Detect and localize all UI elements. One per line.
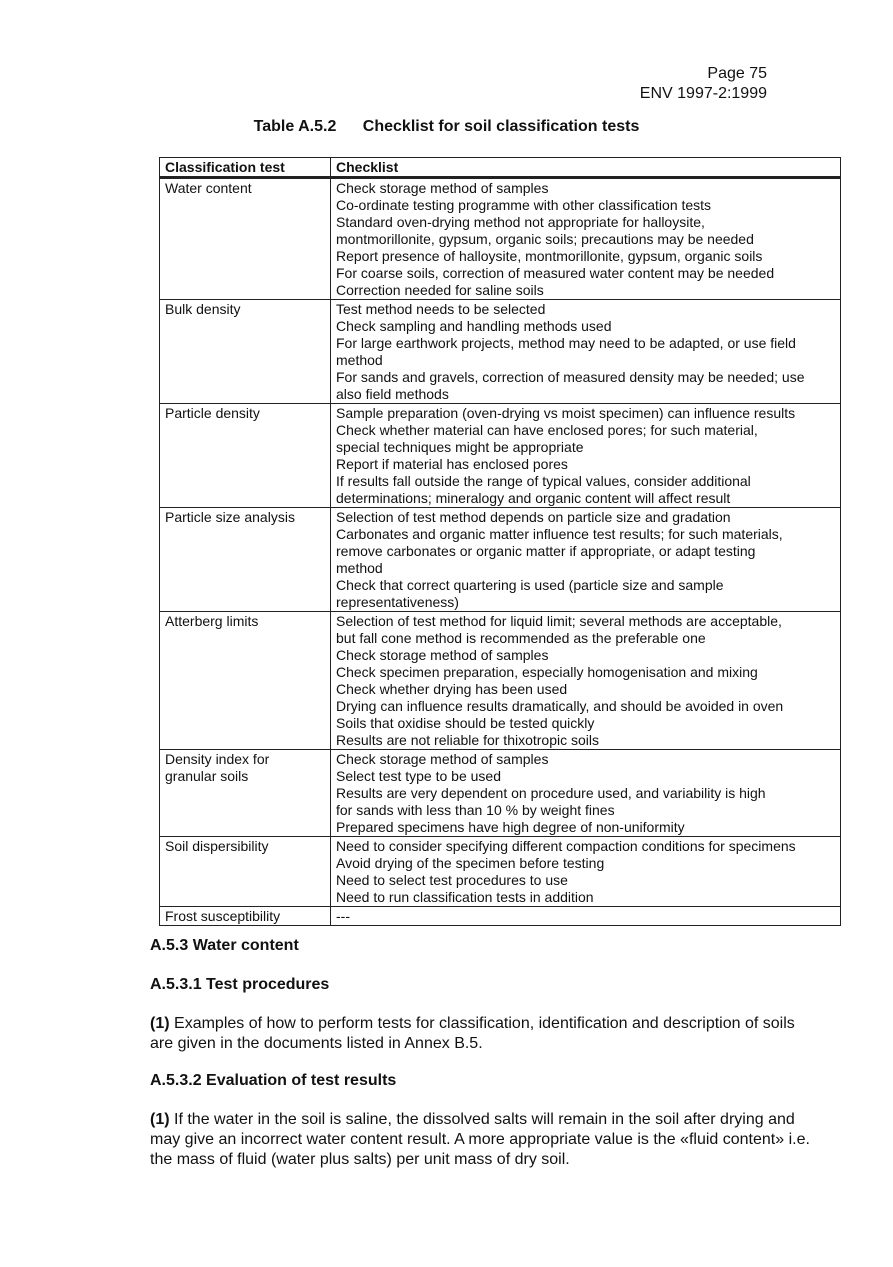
checklist-item: Test method needs to be selected xyxy=(336,301,546,317)
checklist-item: Report presence of halloysite, montmorillonite, gypsum, organic soils xyxy=(336,248,763,264)
table-row xyxy=(160,750,841,837)
checklist-item: Check whether material can have enclosed pores; for such material, xyxy=(336,422,758,438)
checklist-item: Avoid drying of the specimen before testing xyxy=(336,855,605,871)
checklist-item: also field methods xyxy=(336,386,449,402)
table-row xyxy=(160,837,841,907)
test-procedures-paragraph xyxy=(150,1014,810,1054)
checklist-cell xyxy=(331,750,841,837)
checklist-item: Sample preparation (oven-drying vs moist specimen) can influence results xyxy=(336,405,796,421)
checklist-item: For coarse soils, correction of measured water content may be needed xyxy=(336,265,775,281)
table-row xyxy=(160,612,841,750)
section-heading-test-procedures: A.5.3.1 Test procedures xyxy=(150,976,330,993)
checklist-item: special techniques might be appropriate xyxy=(336,439,584,455)
checklist-item: Carbonates and organic matter influence test results; for such materials, xyxy=(336,526,783,542)
classification-test-name: Water content xyxy=(165,180,252,196)
checklist-item: remove carbonates or organic matter if appropriate, or adapt testing xyxy=(336,543,756,559)
classification-test-name: Atterberg limits xyxy=(165,613,259,629)
checklist-item: If results fall outside the range of typical values, consider additional xyxy=(336,473,751,489)
document-id: ENV 1997-2:1999 xyxy=(639,85,767,102)
checklist-item: Prepared specimens have high degree of non-uniformity xyxy=(336,819,685,835)
evaluation-paragraph xyxy=(150,1110,810,1170)
checklist-item: Standard oven-drying method not appropriate for halloysite, xyxy=(336,214,705,230)
paragraph-marker: (1) xyxy=(150,1015,170,1032)
checklist-cell xyxy=(331,612,841,750)
checklist-item: --- xyxy=(336,908,350,924)
column-header-checklist: Checklist xyxy=(331,158,841,178)
checklist-item: Drying can influence results dramatically, and should be avoided in oven xyxy=(336,698,784,714)
checklist-cell xyxy=(331,178,841,300)
checklist-item: Check storage method of samples xyxy=(336,180,549,196)
checklist-item: method xyxy=(336,352,383,368)
checklist-item: Need to consider specifying different compaction conditions for specimens xyxy=(336,838,796,854)
checklist-item: For sands and gravels, correction of measured density may be needed; use xyxy=(336,369,805,385)
table-row xyxy=(160,178,841,300)
checklist-item: determinations; mineralogy and organic content will affect result xyxy=(336,490,731,506)
checklist-item: Results are not reliable for thixotropic soils xyxy=(336,732,600,748)
checklist-cell xyxy=(331,837,841,907)
checklist-table xyxy=(159,157,841,926)
checklist-cell xyxy=(331,404,841,508)
checklist-item: Soils that oxidise should be tested quickly xyxy=(336,715,595,731)
checklist-cell xyxy=(331,300,841,404)
checklist-item: Select test type to be used xyxy=(336,768,501,784)
classification-test-name: Bulk density xyxy=(165,301,241,317)
classification-test-name: Particle density xyxy=(165,405,260,421)
table-caption: Checklist for soil classification tests xyxy=(362,118,640,135)
checklist-item: but fall cone method is recommended as the preferable one xyxy=(336,630,706,646)
section-heading-evaluation: A.5.3.2 Evaluation of test results xyxy=(150,1072,397,1089)
table-body xyxy=(160,178,841,926)
checklist-item: method xyxy=(336,560,383,576)
checklist-item: Check that correct quartering is used (particle size and sample xyxy=(336,577,724,593)
table-row xyxy=(160,907,841,926)
classification-test-name: Density index for xyxy=(165,751,270,767)
classification-test-cell xyxy=(160,404,331,508)
checklist-item: Results are very dependent on procedure used, and variability is high xyxy=(336,785,766,801)
checklist-cell xyxy=(331,907,841,926)
paragraph-text: Examples of how to perform tests for classification, identification and description of soils are given in the documents listed in Annex B.5. xyxy=(150,1015,795,1052)
table-header-row xyxy=(160,158,841,178)
checklist-cell xyxy=(331,508,841,612)
classification-test-cell xyxy=(160,612,331,750)
checklist-item: For large earthwork projects, method may need to be adapted, or use field xyxy=(336,335,796,351)
checklist-item: Check specimen preparation, especially homogenisation and mixing xyxy=(336,664,758,680)
column-header-classification-test: Classification test xyxy=(160,158,331,178)
paragraph-text: If the water in the soil is saline, the dissolved salts will remain in the soil after drying and may give an incorrect water content result. A more appropriate value is the «fluid content» i.e. the mass of fluid (water plus salts) per unit mass of dry soil. xyxy=(150,1111,810,1168)
classification-test-name: granular soils xyxy=(165,768,249,784)
checklist-item: Correction needed for saline soils xyxy=(336,282,544,298)
checklist-item: Check sampling and handling methods used xyxy=(336,318,612,334)
classification-test-name: Soil dispersibility xyxy=(165,838,269,854)
classification-test-cell xyxy=(160,837,331,907)
section-heading-water-content: A.5.3 Water content xyxy=(150,937,299,954)
classification-test-cell xyxy=(160,508,331,612)
checklist-item: Need to run classification tests in addition xyxy=(336,889,594,905)
table-row xyxy=(160,404,841,508)
table-title xyxy=(0,118,893,136)
checklist-item: Selection of test method depends on particle size and gradation xyxy=(336,509,731,525)
checklist-item: Report if material has enclosed pores xyxy=(336,456,568,472)
classification-test-cell xyxy=(160,300,331,404)
checklist-item: montmorillonite, gypsum, organic soils; precautions may be needed xyxy=(336,231,754,247)
table-row xyxy=(160,508,841,612)
checklist-item: Check whether drying has been used xyxy=(336,681,568,697)
classification-test-cell xyxy=(160,750,331,837)
checklist-item: Selection of test method for liquid limit; several methods are acceptable, xyxy=(336,613,782,629)
classification-test-name: Particle size analysis xyxy=(165,509,295,525)
checklist-item: Check storage method of samples xyxy=(336,647,549,663)
paragraph-marker: (1) xyxy=(150,1111,170,1128)
checklist-item: Co-ordinate testing programme with other classification tests xyxy=(336,197,712,213)
checklist-item: representativeness) xyxy=(336,594,459,610)
checklist-item: Need to select test procedures to use xyxy=(336,872,568,888)
table-row xyxy=(160,300,841,404)
page-header xyxy=(640,64,767,104)
checklist-item: Check storage method of samples xyxy=(336,751,549,767)
classification-test-cell xyxy=(160,178,331,300)
table-number: Table A.5.2 xyxy=(253,118,337,135)
classification-test-cell xyxy=(160,907,331,926)
checklist-item: for sands with less than 10 % by weight fines xyxy=(336,802,615,818)
classification-test-name: Frost susceptibility xyxy=(165,908,281,924)
page-number: Page 75 xyxy=(707,65,767,82)
